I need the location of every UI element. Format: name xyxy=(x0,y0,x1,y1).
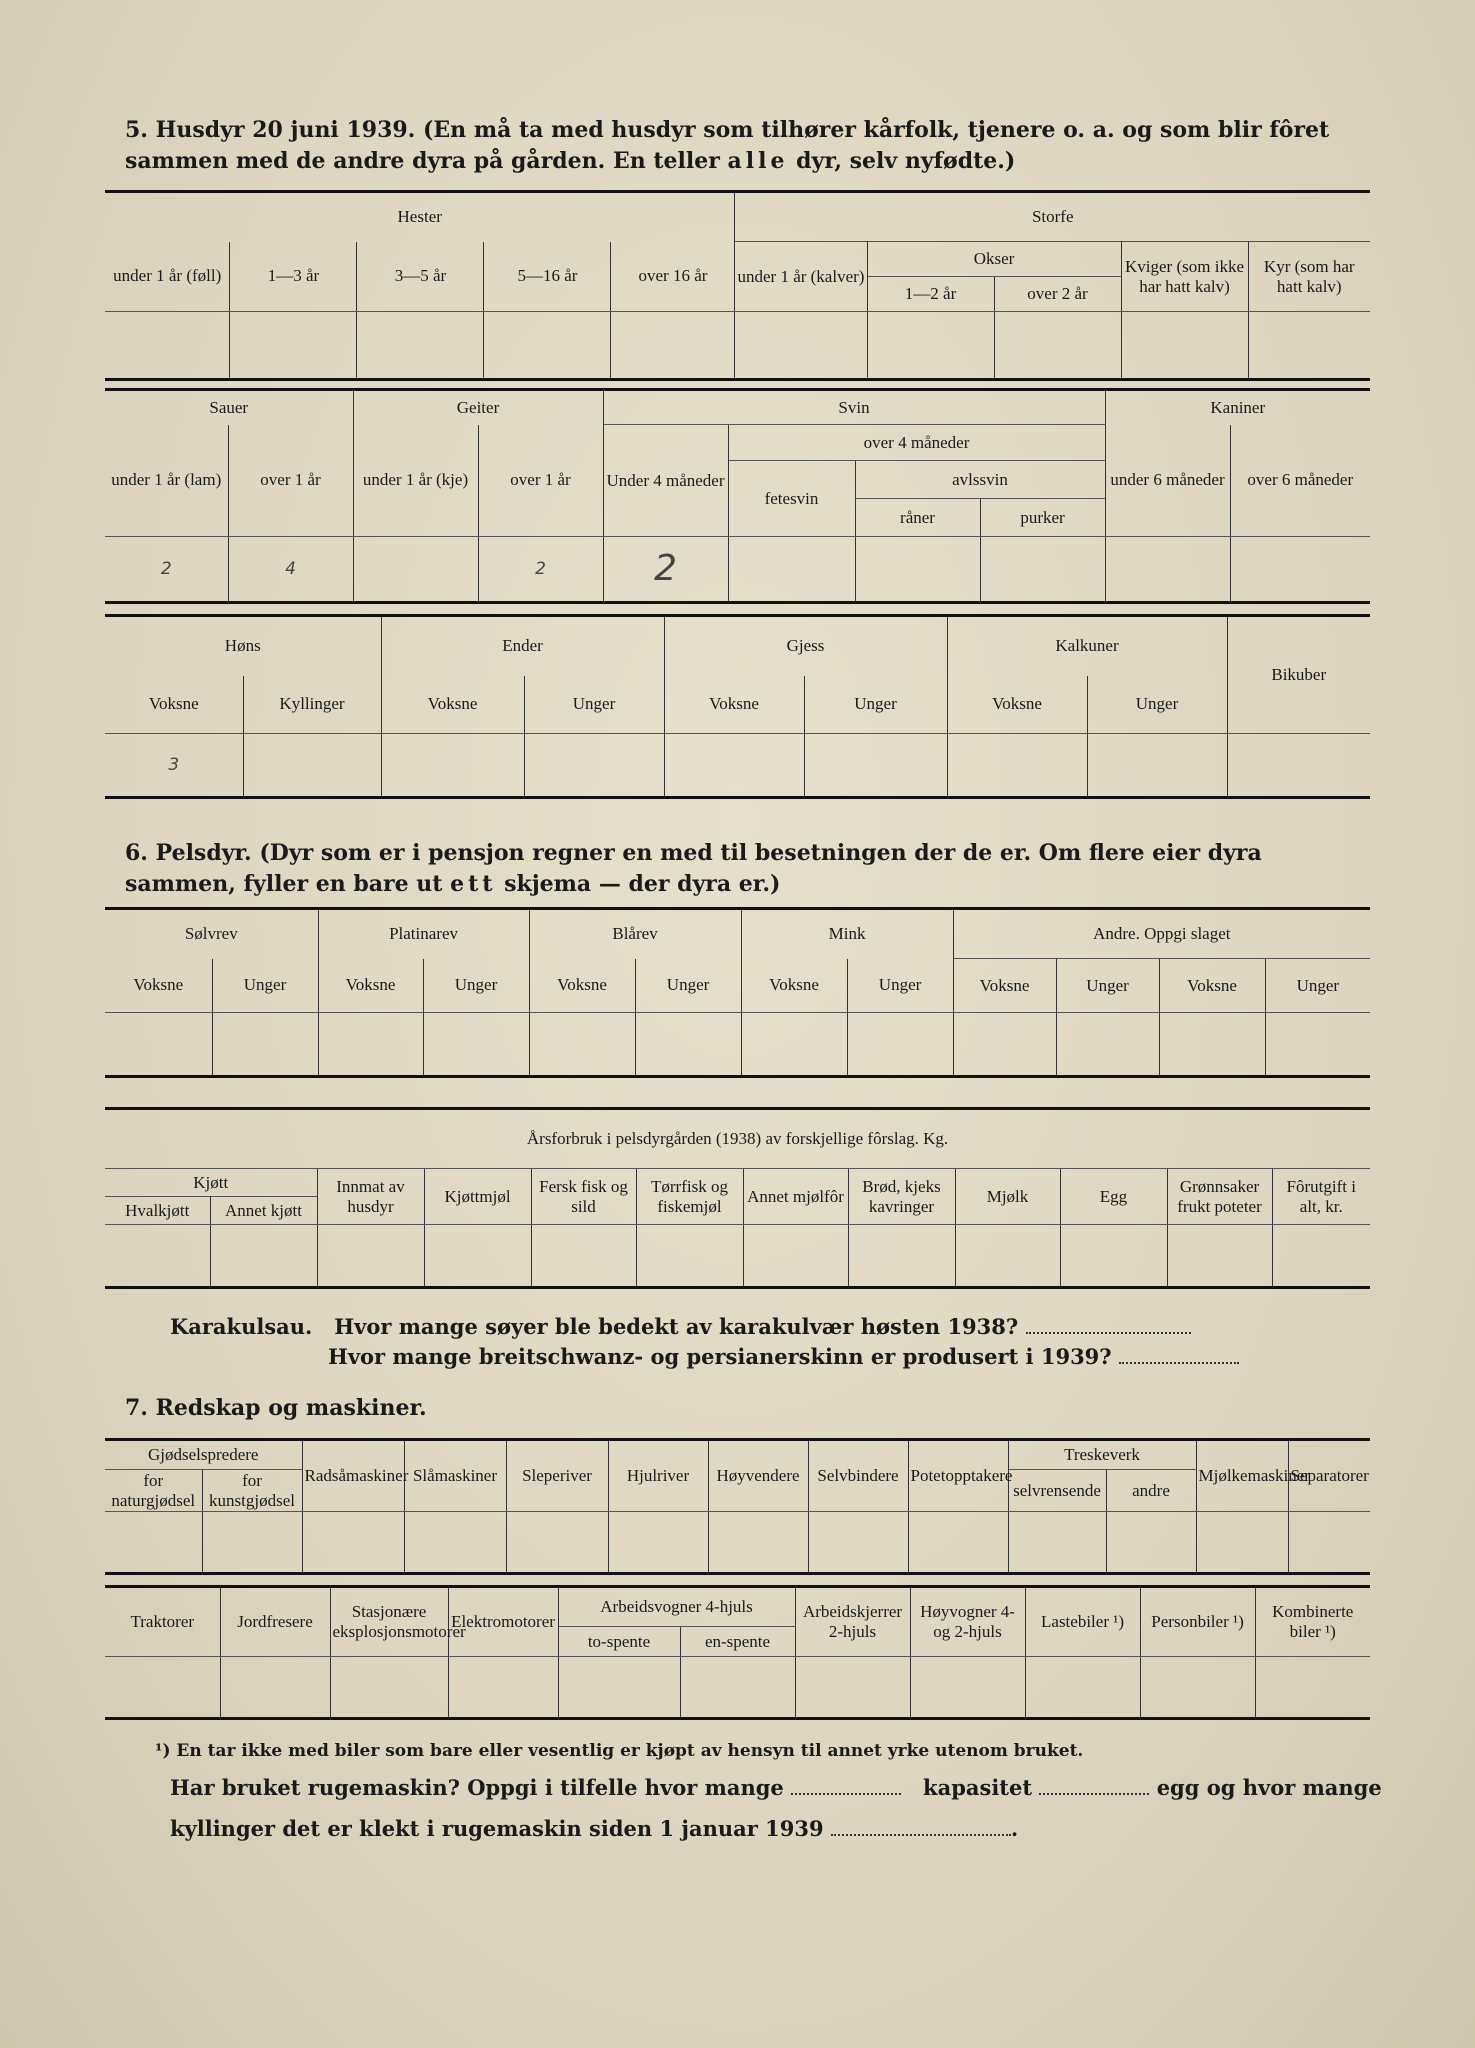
geiter-header: Geiter xyxy=(353,390,603,425)
col-kalkuner-voksne: Voksne xyxy=(947,676,1087,734)
col-kunstgjodsel: for kunstgjødsel xyxy=(202,1470,302,1512)
cell[interactable] xyxy=(448,1657,558,1719)
col-hjulriver: Hjulriver xyxy=(608,1440,708,1512)
cell[interactable] xyxy=(1196,1512,1288,1574)
cell[interactable] xyxy=(105,1512,202,1574)
cell[interactable] xyxy=(318,1013,423,1077)
karakul-answer-2[interactable] xyxy=(1119,1362,1239,1364)
col-sau-over1: over 1 år xyxy=(228,425,353,537)
cell[interactable] xyxy=(636,1225,743,1288)
col-voksne: Voksne xyxy=(953,959,1056,1013)
forforbruk-title: Årsforbruk i pelsdyrgården (1938) av forskjellige fôrslag. Kg. xyxy=(105,1109,1370,1169)
col-voksne: Voksne xyxy=(529,959,635,1013)
col-gjess-voksne: Voksne xyxy=(664,676,804,734)
egg-label: egg og hvor mange xyxy=(1156,1775,1382,1800)
cell[interactable] xyxy=(1255,1657,1370,1719)
col-raner: råner xyxy=(855,499,980,537)
cell[interactable] xyxy=(1008,1512,1106,1574)
col-foll: under 1 år (føll) xyxy=(105,242,230,312)
cell[interactable] xyxy=(202,1512,302,1574)
karakul-answer-1[interactable] xyxy=(1026,1332,1191,1334)
cell[interactable] xyxy=(302,1512,404,1574)
col-innmat: Innmat av husdyr xyxy=(317,1169,424,1225)
col-bikuber: Bikuber xyxy=(1227,616,1370,734)
cell[interactable] xyxy=(1105,537,1230,603)
col-naturgjodsel: for naturgjødsel xyxy=(105,1470,202,1512)
col-jordfresere: Jordfreserе xyxy=(220,1587,330,1657)
cell[interactable] xyxy=(1230,537,1370,603)
col-brod: Brød, kjeks kavringer xyxy=(848,1169,955,1225)
cell[interactable] xyxy=(994,312,1121,380)
cell[interactable] xyxy=(353,537,478,603)
col-mjolkemaskiner: Mjølkemaskiner xyxy=(1196,1440,1288,1512)
rugemaskin-question: Har bruket rugemaskin? Oppgi i tilfelle hvor mange xyxy=(170,1775,784,1800)
col-voksne: Voksne xyxy=(1159,959,1265,1013)
sauer-geiter-svin-table xyxy=(105,388,1370,604)
col-svin-under4: Under 4 måneder xyxy=(603,425,728,537)
avlssvin-header: avlssvin xyxy=(855,461,1105,499)
col-unger: Unger xyxy=(212,959,318,1013)
cell[interactable] xyxy=(1167,1225,1272,1288)
cell[interactable] xyxy=(847,1013,953,1077)
cell[interactable] xyxy=(664,734,804,798)
cell[interactable] xyxy=(317,1225,424,1288)
col-unger: Unger xyxy=(847,959,953,1013)
section-6-heading: 6. Pelsdyr. (Dyr som er i pensjon regner en med til besetningen der de er. Om flere eier dyra sammen, fyller en bare ut ett skjema — der dyra er.) xyxy=(125,840,1262,897)
treskeverk-header: Treskeverk xyxy=(1008,1440,1196,1470)
hester-header: Hester xyxy=(105,192,735,242)
hons-header: Høns xyxy=(105,616,381,676)
col-okser-over2: over 2 år xyxy=(994,277,1121,312)
col-kalver: under 1 år (kalver) xyxy=(735,242,867,312)
col-voksne: Voksne xyxy=(105,959,212,1013)
hester-storfe-table xyxy=(105,190,1370,381)
col-kalkuner-unger: Unger xyxy=(1087,676,1227,734)
value-hons-voksne[interactable]: 3 xyxy=(105,734,243,798)
karakul-label: Karakulsau. xyxy=(170,1314,313,1339)
cell[interactable] xyxy=(1056,1013,1159,1077)
cell[interactable] xyxy=(947,734,1087,798)
cell[interactable] xyxy=(611,312,735,380)
col-kanin-over6: over 6 måneder xyxy=(1230,425,1370,537)
col-hest-3-5: 3—5 år xyxy=(357,242,484,312)
col-to-spente: to-spente xyxy=(558,1627,680,1657)
cell[interactable] xyxy=(404,1512,506,1574)
cell[interactable] xyxy=(230,312,357,380)
kjoretoy-table xyxy=(105,1585,1370,1720)
footnote: ¹) En tar ikke med biler som bare eller vesentlig er kjøpt av hensyn til annet yrke utenom bruket. xyxy=(155,1741,1084,1761)
value-sau-over1[interactable]: 4 xyxy=(228,537,353,603)
col-gronnsaker: Grønnsaker frukt poteter xyxy=(1167,1169,1272,1225)
forforbruk-table xyxy=(105,1107,1370,1289)
cell[interactable] xyxy=(1140,1657,1255,1719)
cell[interactable] xyxy=(105,1225,210,1288)
col-torrfisk: Tørrfisk og fiskemjøl xyxy=(636,1169,743,1225)
col-en-spente: en-spente xyxy=(680,1627,795,1657)
karakul-question-1: Hvor mange søyer ble bedekt av karakulvær høsten 1938? xyxy=(334,1314,1019,1339)
cell[interactable] xyxy=(741,1013,847,1077)
col-hoyvogner: Høyvogner 4- og 2-hjuls xyxy=(910,1587,1025,1657)
cell[interactable] xyxy=(381,734,524,798)
col-geit-over1: over 1 år xyxy=(478,425,603,537)
cell[interactable] xyxy=(635,1013,741,1077)
cell[interactable] xyxy=(1106,1512,1196,1574)
svin-over4-header: over 4 måneder xyxy=(728,425,1105,461)
cell[interactable] xyxy=(484,312,611,380)
ender-header: Ender xyxy=(381,616,664,676)
col-lastebiler: Lastebiler ¹) xyxy=(1025,1587,1140,1657)
cell[interactable] xyxy=(735,312,867,380)
cell[interactable] xyxy=(980,537,1105,603)
col-elektromotorer: Elektromotorer xyxy=(448,1587,558,1657)
cell[interactable] xyxy=(608,1512,708,1574)
col-hest-over16: over 16 år xyxy=(611,242,735,312)
kyllinger-klekt-answer[interactable] xyxy=(831,1834,1011,1836)
col-selvbindere: Selvbindere xyxy=(808,1440,908,1512)
platinarev-header: Platinarev xyxy=(318,909,529,959)
col-voksne: Voksne xyxy=(741,959,847,1013)
andre-header: Andre. Oppgi slaget xyxy=(953,909,1370,959)
cell[interactable] xyxy=(1248,312,1370,380)
cell[interactable] xyxy=(953,1013,1056,1077)
rugemaskin-line-2: kyllinger det er klekt i rugemaskin siden 1 januar 1939 . xyxy=(170,1816,1019,1841)
pelsdyr-table xyxy=(105,907,1370,1078)
rugemaskin-line-1 xyxy=(170,1774,1382,1802)
col-hvalkjott: Hvalkjøtt xyxy=(105,1197,210,1225)
cell[interactable] xyxy=(105,1657,220,1719)
kaniner-header: Kaniner xyxy=(1105,390,1370,425)
col-radsamaskiner: Radsåmaskiner xyxy=(302,1440,404,1512)
cell[interactable] xyxy=(529,1013,635,1077)
col-arbeidskjerrer: Arbeidskjerrer 2-hjuls xyxy=(795,1587,910,1657)
kapasitet-label: kapasitet xyxy=(923,1775,1033,1800)
cell[interactable] xyxy=(524,734,664,798)
col-traktorer: Traktorer xyxy=(105,1587,220,1657)
cell[interactable] xyxy=(1121,312,1248,380)
sauer-header: Sauer xyxy=(105,390,353,425)
col-separatorer: Separatorer xyxy=(1288,1440,1370,1512)
kyllinger-klekt-question: kyllinger det er klekt i rugemaskin siden 1 januar 1939 xyxy=(170,1816,824,1841)
col-okser-1-2: 1—2 år xyxy=(867,277,994,312)
karakul-question-2: Hvor mange breitschwanz- og persianerskinn er produsert i 1939? xyxy=(328,1344,1112,1369)
cell[interactable] xyxy=(212,1013,318,1077)
karakul-line-2 xyxy=(328,1343,1239,1371)
cell[interactable] xyxy=(558,1657,680,1719)
col-kviger: Kviger (som ikke har hatt kalv) xyxy=(1121,242,1248,312)
col-lam: under 1 år (lam) xyxy=(105,425,228,537)
col-voksne: Voksne xyxy=(318,959,423,1013)
cell[interactable] xyxy=(243,734,381,798)
value-svin-under4[interactable]: 2 xyxy=(603,537,728,603)
cell[interactable] xyxy=(848,1225,955,1288)
cell[interactable] xyxy=(1265,1013,1370,1077)
col-hoyvendere: Høyvendere xyxy=(708,1440,808,1512)
kalkuner-header: Kalkuner xyxy=(947,616,1227,676)
col-slamaskiner: Slåmaskiner xyxy=(404,1440,506,1512)
col-purker: purker xyxy=(980,499,1105,537)
cell[interactable] xyxy=(867,312,994,380)
cell[interactable] xyxy=(220,1657,330,1719)
mink-header: Mink xyxy=(741,909,953,959)
cell[interactable] xyxy=(708,1512,808,1574)
gjess-header: Gjess xyxy=(664,616,947,676)
kjott-header: Kjøtt xyxy=(105,1169,317,1197)
section-5-heading: 5. Husdyr 20 juni 1939. (En må ta med husdyr som tilhører kårfolk, tjenere o. a. og som blir fôret sammen med de andre dyra på gården. En teller alle dyr, selv nyfødte.) xyxy=(125,117,1330,174)
kapasitet-answer[interactable] xyxy=(1039,1793,1149,1795)
cell[interactable] xyxy=(1025,1657,1140,1719)
col-treske-andre: andre xyxy=(1106,1470,1196,1512)
cell[interactable] xyxy=(1227,734,1370,798)
cell[interactable] xyxy=(424,1225,531,1288)
col-hons-voksne: Voksne xyxy=(105,676,243,734)
cell[interactable] xyxy=(1060,1225,1167,1288)
cell[interactable] xyxy=(743,1225,848,1288)
cell[interactable] xyxy=(908,1512,1008,1574)
col-ferskfisk: Fersk fisk og sild xyxy=(531,1169,636,1225)
fjorfe-table xyxy=(105,614,1370,799)
col-kanin-under6: under 6 måneder xyxy=(1105,425,1230,537)
col-sleperiver: Sleperiver xyxy=(506,1440,608,1512)
col-hest-5-16: 5—16 år xyxy=(484,242,611,312)
rugemaskin-antall[interactable] xyxy=(791,1793,901,1795)
cell[interactable] xyxy=(804,734,947,798)
cell[interactable] xyxy=(105,312,230,380)
col-ender-unger: Unger xyxy=(524,676,664,734)
col-unger: Unger xyxy=(1056,959,1159,1013)
blarev-header: Blårev xyxy=(529,909,741,959)
arbeidsvogner-header: Arbeidsvogner 4-hjuls xyxy=(558,1587,795,1627)
col-kombinerte-biler: Kombinerte biler ¹) xyxy=(1255,1587,1370,1657)
col-unger: Unger xyxy=(423,959,529,1013)
col-forutgift: Fôrutgift i alt, kr. xyxy=(1272,1169,1370,1225)
col-potetopptakere: Potetopptakere xyxy=(908,1440,1008,1512)
col-personbiler: Personbiler ¹) xyxy=(1140,1587,1255,1657)
cell[interactable] xyxy=(680,1657,795,1719)
col-annet-kjott: Annet kjøtt xyxy=(210,1197,317,1225)
cell[interactable] xyxy=(531,1225,636,1288)
cell[interactable] xyxy=(1159,1013,1265,1077)
storfe-header: Storfe xyxy=(735,192,1370,242)
cell[interactable] xyxy=(795,1657,910,1719)
svin-header: Svin xyxy=(603,390,1105,425)
redskap-table xyxy=(105,1438,1370,1575)
cell[interactable] xyxy=(808,1512,908,1574)
cell[interactable] xyxy=(1087,734,1227,798)
cell[interactable] xyxy=(506,1512,608,1574)
solvrev-header: Sølvrev xyxy=(105,909,318,959)
col-hest-1-3: 1—3 år xyxy=(230,242,357,312)
cell[interactable] xyxy=(330,1657,448,1719)
cell[interactable] xyxy=(728,537,855,603)
cell[interactable] xyxy=(955,1225,1060,1288)
value-geit-over1[interactable]: 2 xyxy=(478,537,603,603)
cell[interactable] xyxy=(1288,1512,1370,1574)
col-mjolk: Mjølk xyxy=(955,1169,1060,1225)
col-annet-mjolfor: Annet mjølfôr xyxy=(743,1169,848,1225)
col-selvrensende: selvrensende xyxy=(1008,1470,1106,1512)
cell[interactable] xyxy=(1272,1225,1370,1288)
col-egg: Egg xyxy=(1060,1169,1167,1225)
cell[interactable] xyxy=(210,1225,317,1288)
cell[interactable] xyxy=(855,537,980,603)
gjodselspredere-header: Gjødselspredere xyxy=(105,1440,302,1470)
col-stasjonaere-motorer: Stasjonære eksplosjonsmotorer xyxy=(330,1587,448,1657)
okser-header: Okser xyxy=(867,242,1121,277)
cell[interactable] xyxy=(423,1013,529,1077)
col-kje: under 1 år (kje) xyxy=(353,425,478,537)
col-kjottmjol: Kjøttmjøl xyxy=(424,1169,531,1225)
col-unger: Unger xyxy=(635,959,741,1013)
cell[interactable] xyxy=(357,312,484,380)
section-7-heading: 7. Redskap og maskiner. xyxy=(125,1395,427,1421)
col-gjess-unger: Unger xyxy=(804,676,947,734)
col-ender-voksne: Voksne xyxy=(381,676,524,734)
cell[interactable] xyxy=(910,1657,1025,1719)
col-unger: Unger xyxy=(1265,959,1370,1013)
cell[interactable] xyxy=(105,1013,212,1077)
col-kyr: Kyr (som har hatt kalv) xyxy=(1248,242,1370,312)
col-fetesvin: fetesvin xyxy=(728,461,855,537)
karakul-line-1 xyxy=(170,1313,1191,1341)
col-kyllinger: Kyllinger xyxy=(243,676,381,734)
value-lam[interactable]: 2 xyxy=(105,537,228,603)
